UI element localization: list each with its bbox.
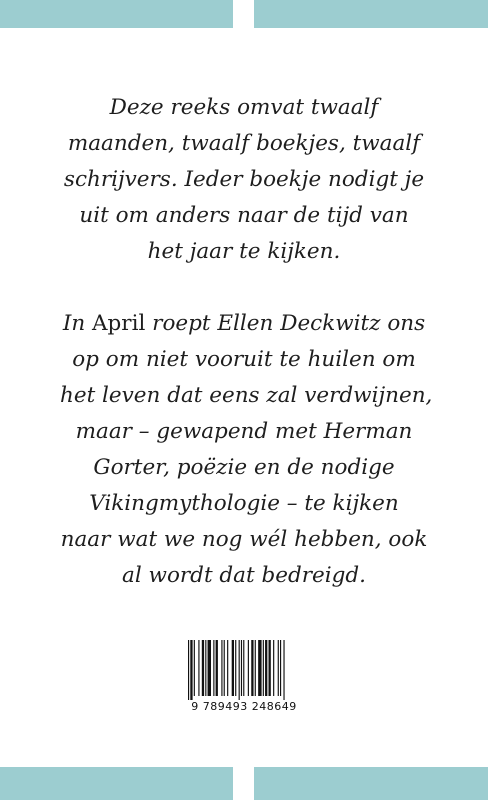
body-line: Vikingmythologie – te kijken	[89, 491, 399, 516]
barcode-bar	[258, 640, 261, 696]
top-right-accent-bar	[254, 0, 488, 28]
bottom-left-accent-bar	[0, 767, 233, 800]
body-line: maar – gewapend met Herman	[75, 419, 413, 444]
intro-line: schrijvers. Ieder boekje nodigt je	[63, 167, 425, 192]
barcode-bar	[280, 640, 281, 696]
isbn-number: 9 789493 248649	[191, 700, 297, 713]
intro-line: uit om anders naar de tijd van	[79, 203, 409, 228]
barcode-bar	[232, 640, 234, 696]
barcode-bars	[180, 638, 308, 700]
barcode-bar	[208, 640, 211, 696]
barcode-bar	[205, 640, 206, 696]
barcode-bar	[190, 640, 192, 700]
barcode-bar	[216, 640, 218, 696]
barcode-bar	[241, 640, 242, 696]
barcode-bar	[239, 640, 240, 700]
barcode-bar	[202, 640, 204, 696]
barcode-bar	[213, 640, 214, 696]
barcode-bar	[255, 640, 256, 696]
intro-line: maanden, twaalf boekjes, twaalf	[67, 131, 421, 156]
barcode-bar	[269, 640, 271, 696]
barcode-bar	[273, 640, 274, 696]
series-description	[60, 90, 428, 270]
barcode-bar	[194, 640, 195, 696]
body-line: Gorter, poëzie en de nodige	[93, 455, 395, 480]
body-prefix: In	[62, 311, 93, 336]
barcode-bar	[265, 640, 267, 696]
body-line: het leven dat eens zal verdwijnen,	[60, 383, 433, 408]
barcode-bar	[188, 640, 189, 700]
barcode-bar	[251, 640, 253, 696]
month-title: April	[92, 311, 146, 336]
barcode-bar	[221, 640, 222, 696]
body-line: op om niet vooruit te huilen om	[72, 347, 416, 372]
top-left-accent-bar	[0, 0, 233, 28]
barcode-bar	[227, 640, 228, 696]
bottom-right-accent-bar	[254, 767, 488, 800]
barcode-bar	[248, 640, 249, 696]
body-line-rest: roept Ellen Deckwitz ons	[145, 311, 426, 336]
intro-line: het jaar te kijken.	[147, 239, 341, 264]
barcode-bar	[283, 640, 284, 700]
book-description	[60, 306, 433, 594]
barcode-bar	[263, 640, 264, 696]
body-line-first	[60, 306, 428, 342]
barcode-bar	[235, 640, 236, 696]
barcode-bar	[243, 640, 244, 696]
body-line: naar wat we nog wél hebben, ook	[60, 527, 428, 552]
barcode-bar	[198, 640, 199, 696]
barcode-bar	[224, 640, 225, 696]
barcode-bar	[278, 640, 279, 696]
body-line: al wordt dat bedreigd.	[122, 563, 366, 588]
intro-line: Deze reeks omvat twaalf	[109, 95, 379, 120]
